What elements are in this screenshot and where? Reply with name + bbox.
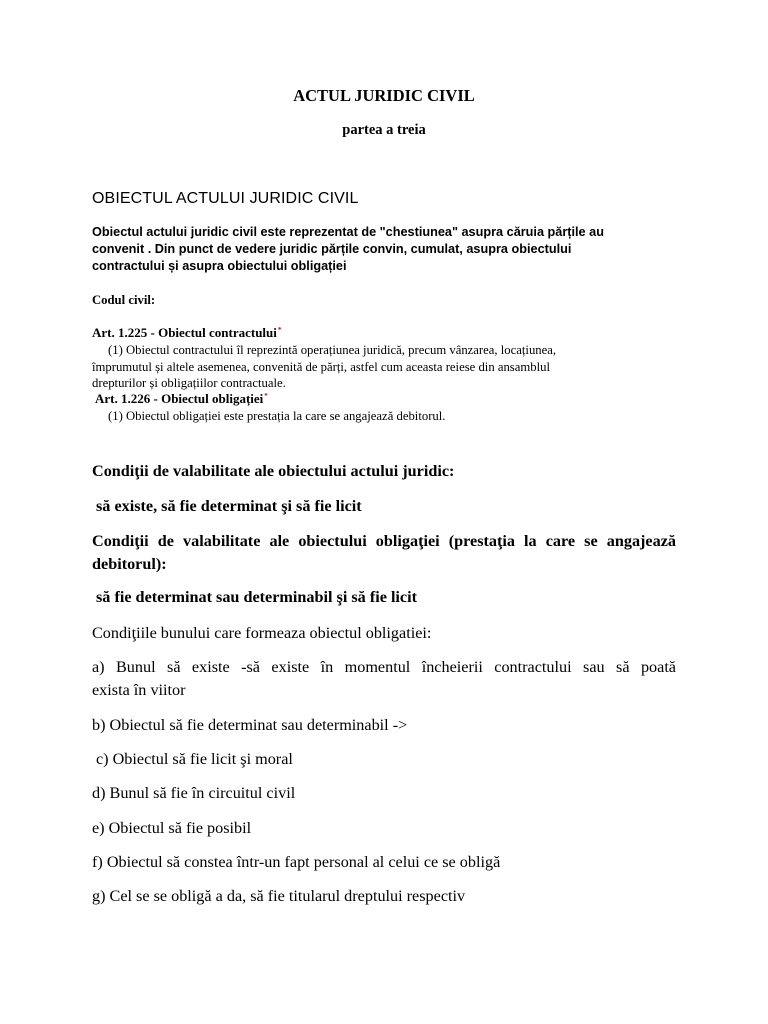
intro-line: contractului și asupra obiectului obligației: [92, 259, 347, 273]
article-number: Art. 1.226: [95, 391, 151, 406]
article-body-line: împrumutul și altele asemenea, convenită de părți, astfel cum aceasta reiese din ansamblul: [92, 359, 550, 374]
good-conditions-heading: Condiţiile bunului care formeaza obiectul obligatiei:: [92, 624, 432, 642]
intro-line: Obiectul actului juridic civil este reprezentat de "chestiunea" asupra căruia părțile au: [92, 225, 604, 239]
obligation-conditions-heading: [92, 530, 676, 576]
list-item: [92, 656, 676, 702]
list-item: e) Obiectul să fie posibil: [92, 819, 252, 837]
list-item: f) Obiectul să constea într-un fapt personal al celui ce se obligă: [92, 853, 501, 871]
code-label: Codul civil:: [92, 293, 156, 307]
list-item: b) Obiectul să fie determinat sau determinabil ->: [92, 716, 408, 734]
article-heading: [92, 325, 281, 341]
section-heading: OBIECTUL ACTULUI JURIDIC CIVIL: [92, 190, 359, 207]
act-conditions-heading: Condiţii de valabilitate ale obiectului actului juridic:: [92, 462, 455, 480]
article-title: Obiectul obligației: [161, 391, 264, 406]
obligation-heading-line: debitorul):: [92, 555, 167, 573]
intro-line: convenit . Din punct de vedere juridic părțile convin, cumulat, asupra obiectului: [92, 242, 572, 256]
list-item-line: a) Bunul să existe -să existe în momentul încheierii contractului sau să poată: [92, 658, 676, 676]
article-body-line: (1) Obiectul obligației este prestația la care se angajează debitorul.: [108, 409, 446, 423]
article-body-line: drepturilor și obligațiilor contractuale.: [92, 376, 286, 391]
obligation-requirements: să fie determinat sau determinabil şi să fie licit: [96, 588, 418, 606]
obligation-heading-line: Condiţii de valabilitate ale obiectului obligaţiei (prestaţia la care se angajează: [92, 532, 676, 550]
article-separator: -: [147, 325, 159, 340]
article-number: Art. 1.225: [92, 325, 148, 340]
intro-paragraph: [92, 224, 662, 275]
list-item: c) Obiectul să fie licit şi moral: [96, 750, 293, 768]
article-body-line: (1) Obiectul contractului îl reprezintă operațiunea juridică, precum vânzarea, locațiunea,: [108, 343, 557, 357]
document-subtitle: partea a treia: [342, 122, 426, 138]
article-body: [92, 342, 692, 392]
article-separator: -: [150, 391, 162, 406]
article-note-marker[interactable]: *: [264, 391, 268, 400]
document-title: ACTUL JURIDIC CIVIL: [293, 86, 475, 105]
article-heading: [95, 391, 268, 407]
article-title: Obiectul contractului: [158, 325, 277, 340]
article-note-marker[interactable]: *: [277, 325, 282, 334]
list-item: d) Bunul să fie în circuitul civil: [92, 784, 296, 802]
list-item-line: exista în viitor: [92, 681, 186, 699]
act-requirements: să existe, să fie determinat şi să fie licit: [96, 497, 362, 515]
list-item: g) Cel se se obligă a da, să fie titularul dreptului respectiv: [92, 887, 466, 905]
